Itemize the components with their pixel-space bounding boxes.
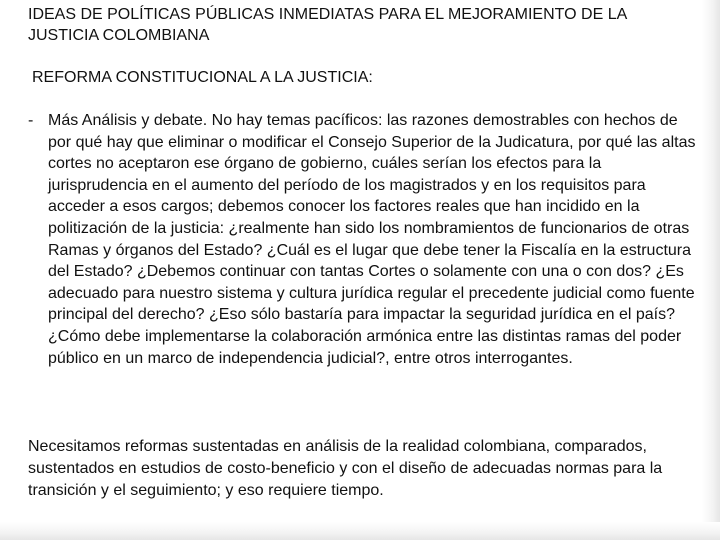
slide-edge-shadow-bottom bbox=[0, 522, 720, 540]
bullet-marker: - bbox=[28, 112, 34, 129]
slide-title: IDEAS DE POLÍTICAS PÚBLICAS INMEDIATAS PARA EL MEJORAMIENTO DE LA JUSTICIA COLOMBIANA bbox=[28, 6, 627, 44]
section-heading: REFORMA CONSTITUCIONAL A LA JUSTICIA: bbox=[32, 69, 373, 86]
slide-edge-shadow-right bbox=[702, 0, 720, 540]
conclusion-paragraph: Necesitamos reformas sustentadas en análisis de la realidad colombiana, comparados, sustentados en estudios de costo-beneficio y con el diseño de adecuadas normas para la transición y el seguimiento; y eso requiere tiempo. bbox=[28, 438, 663, 499]
bullet-item bbox=[28, 110, 700, 369]
bullet-text: Más Análisis y debate. No hay temas pacíficos: las razones demostrables con hechos de por qué hay que eliminar o modificar el Consejo Superior de la Judicatura, por qué las altas cortes no aceptaron ese órgano de gobierno, cuáles serían los efectos para la jurisprudencia en el aumento del período de los magistrados y en los requisitos para acceder a esos cargos; debemos conocer los factores reales que han incidido en la politización de la justicia: ¿realmente han sido los nombramientos de funcionarios de otras Ramas y órganos del Estado? ¿Cuál es el lugar que debe tener la Fiscalía en la estructura del Estado? ¿Debemos continuar con tantas Cortes o solamente con una o con dos? ¿Es adecuado para nuestro sistema y cultura jurídica regular el precedente judicial como fuente principal del derecho? ¿Eso sólo bastaría para impactar la seguridad jurídica en el país? ¿Cómo debe implementarse la colaboración armónica entre las distintas ramas del poder público en un marco de independencia judicial?, entre otros interrogantes. bbox=[48, 112, 696, 367]
